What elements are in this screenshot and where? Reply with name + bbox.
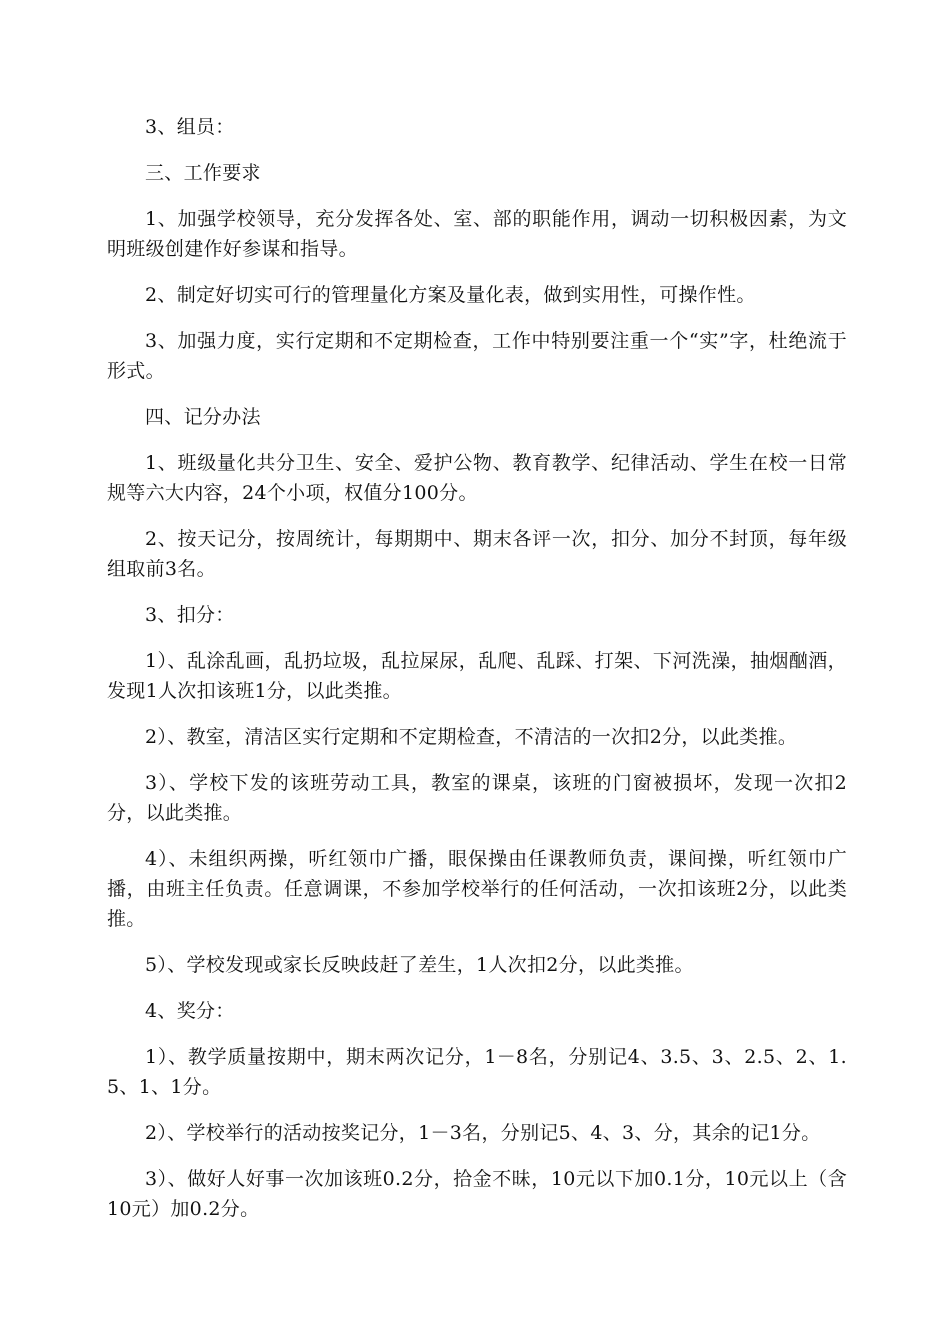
deduction-item: 1）、乱涂乱画，乱扔垃圾，乱拉屎尿，乱爬、乱踩、打架、下河洗澡，抽烟酗酒，发现1人次扣该班1分，以此类推。 bbox=[107, 650, 847, 702]
section-heading-scoring-method: 四、记分办法 bbox=[145, 406, 261, 428]
member-item: 3、组员： bbox=[145, 116, 235, 138]
deduction-item: 3）、学校下发的该班劳动工具，教室的课桌，该班的门窗被损坏，发现一次扣2分，以此类推。 bbox=[107, 772, 847, 824]
scoring-paragraph: 1、班级量化共分卫生、安全、爱护公物、教育教学、纪律活动、学生在校一日常规等六大内容，24个小项，权值分100分。 bbox=[107, 452, 847, 504]
deduction-item: 5）、学校发现或家长反映歧赶了差生，1人次扣2分，以此类推。 bbox=[145, 954, 694, 976]
deduction-item: 4）、未组织两操，听红领巾广播，眼保操由任课教师负责，课间操，听红领巾广播，由班主任负责。任意调课，不参加学校举行的任何活动，一次扣该班2分，以此类推。 bbox=[107, 848, 847, 930]
bonus-item: 1）、教学质量按期中，期末两次记分，1－8名，分别记4、3.5、3、2.5、2、1.5、1、1分。 bbox=[107, 1046, 847, 1098]
scoring-paragraph: 2、按天记分，按周统计，每期期中、期末各评一次，扣分、加分不封顶，每年级组取前3名。 bbox=[107, 528, 847, 580]
bonus-item: 3）、做好人好事一次加该班0.2分，拾金不昧，10元以下加0.1分，10元以上（含10元）加0.2分。 bbox=[107, 1168, 847, 1220]
document-body bbox=[107, 112, 847, 1240]
deduction-item: 2）、教室，清洁区实行定期和不定期检查，不清洁的一次扣2分，以此类推。 bbox=[145, 726, 798, 748]
subsection-heading-deductions: 3、扣分： bbox=[145, 604, 235, 626]
bonus-item: 2）、学校举行的活动按奖记分，1－3名，分别记5、4、3、分，其余的记1分。 bbox=[145, 1122, 821, 1144]
requirement-paragraph: 2、制定好切实可行的管理量化方案及量化表，做到实用性，可操作性。 bbox=[145, 284, 756, 306]
section-heading-work-requirements: 三、工作要求 bbox=[145, 162, 261, 184]
subsection-heading-bonus: 4、奖分： bbox=[145, 1000, 235, 1022]
requirement-paragraph: 3、加强力度，实行定期和不定期检查，工作中特别要注重一个“实”字，杜绝流于形式。 bbox=[107, 330, 847, 382]
requirement-paragraph: 1、加强学校领导，充分发挥各处、室、部的职能作用，调动一切积极因素，为文明班级创建作好参谋和指导。 bbox=[107, 208, 847, 260]
